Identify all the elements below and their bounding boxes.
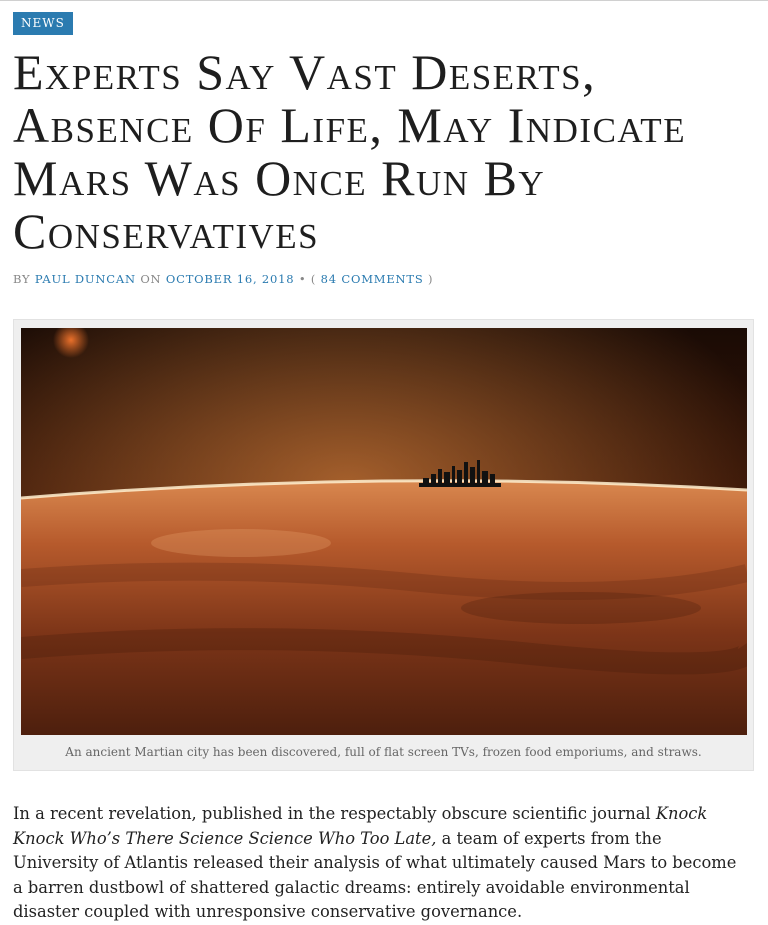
- article-paragraph: [13, 802, 748, 925]
- comments-link[interactable]: 84 COMMENTS: [320, 272, 424, 286]
- comments-close-paren: ): [428, 272, 434, 286]
- top-divider: [0, 0, 768, 1]
- category-badge-news[interactable]: NEWS: [13, 12, 73, 35]
- mars-city-image[interactable]: [21, 328, 747, 735]
- byline-separator: •: [298, 272, 307, 286]
- comments-open-paren: (: [310, 272, 317, 286]
- byline-by-label: BY: [13, 272, 31, 286]
- author-link[interactable]: PAUL DUNCAN: [34, 272, 136, 286]
- mars-horizon-illustration: [21, 328, 747, 735]
- date-link[interactable]: OCTOBER 16, 2018: [165, 272, 295, 286]
- journal-name: Knock Knock Who’s There Science Science Who Too Late,: [13, 804, 708, 848]
- paragraph-rest: a team of experts from the University of Atlantis released their analysis of what ultimately caused Mars to become a barren dustbowl of shattered galactic dreams: entirely avoidable environmental disaster coupled with unresponsive conservative governance.: [13, 828, 737, 921]
- article-headline: Experts Say Vast Deserts, Absence Of Life, May Indicate Mars Was Once Run By Conservatives: [13, 44, 687, 259]
- featured-figure: [13, 319, 754, 771]
- figure-caption: An ancient Martian city has been discovered, full of flat screen TVs, frozen food emporiums, and straws.: [65, 745, 702, 759]
- byline-on-label: ON: [140, 272, 162, 286]
- paragraph-intro: In a recent revelation, published in the respectably obscure scientific journal: [13, 804, 656, 823]
- article-byline: [13, 272, 433, 286]
